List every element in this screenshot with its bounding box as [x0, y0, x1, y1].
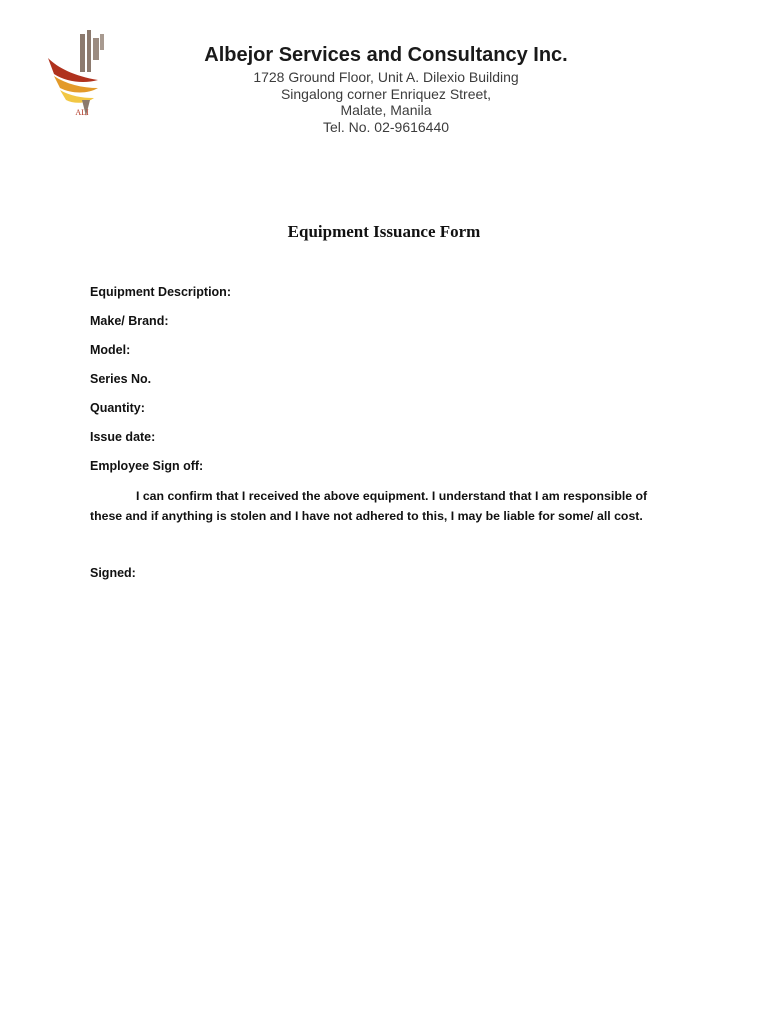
field-model: Model: — [90, 343, 131, 357]
field-issue-date: Issue date: — [90, 430, 156, 444]
telephone-line: Tel. No. 02-9616440 — [322, 118, 450, 135]
field-equipment-description: Equipment Description: — [90, 285, 231, 299]
field-make-brand: Make/ Brand: — [90, 314, 169, 328]
form-title: Equipment Issuance Form — [287, 222, 481, 241]
acknowledgement-statement: I can confirm that I received the above equipment. I understand that I am responsible of these and if anything is stolen and I have not adhered to this, I may be liable for some/ all cost. — [90, 489, 648, 523]
logo-caption: ALI — [75, 108, 89, 117]
field-signed: Signed: — [90, 566, 136, 580]
field-quantity: Quantity: — [90, 401, 145, 415]
address-line: 1728 Ground Floor, Unit A. Dilexio Building — [253, 69, 519, 85]
company-header — [0, 44, 768, 135]
company-name: Albejor Services and Consultancy Inc. — [204, 44, 568, 66]
address-line: Malate, Manila — [340, 102, 432, 118]
field-employee-sign-off: Employee Sign off: — [90, 459, 204, 473]
address-line: Singalong corner Enriquez Street, — [280, 85, 492, 102]
field-series-no: Series No. — [90, 372, 152, 386]
